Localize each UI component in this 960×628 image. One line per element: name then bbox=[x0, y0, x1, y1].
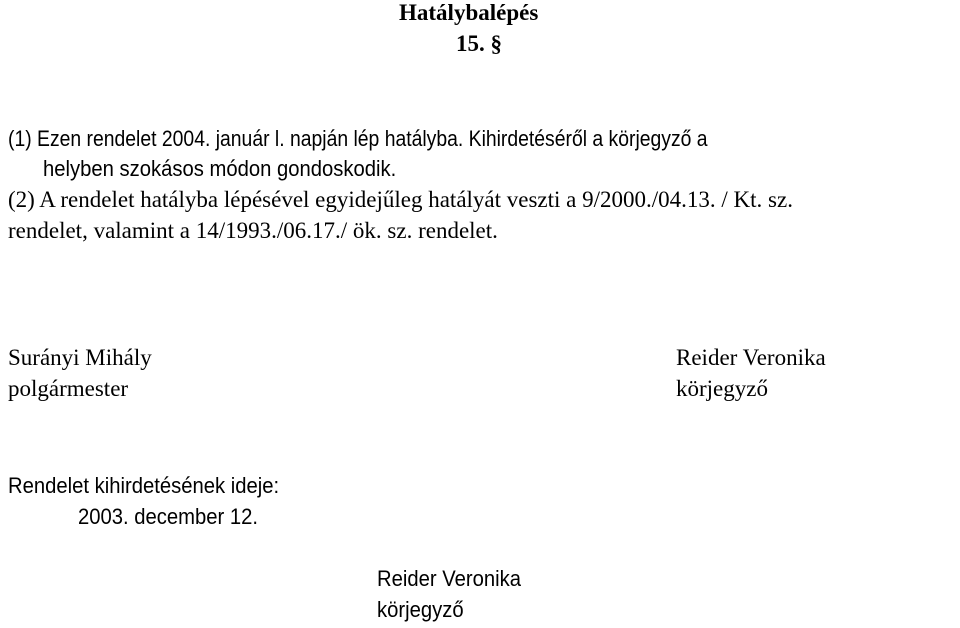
section-title: Hatálybalépés bbox=[399, 0, 539, 25]
signature-left-role: polgármester bbox=[8, 376, 129, 401]
paragraph-1-line-2: helyben szokásos módon gondoskodik. bbox=[43, 156, 397, 181]
signature-left-name: Surányi Mihály bbox=[8, 345, 152, 370]
paragraph-2-line-1: (2) A rendelet hatályba lépésével egyidejűleg hatályát veszti a 9/2000./04.13. / Kt. sz. bbox=[8, 187, 793, 212]
paragraph-1-line-1: (1) Ezen rendelet 2004. január l. napján lép hatályba. Kihirdetéséről a körjegyző a bbox=[8, 126, 708, 151]
section-number: 15. § bbox=[456, 31, 502, 56]
promulgation-label: Rendelet kihirdetésének ideje: bbox=[8, 473, 280, 498]
paragraph-2-line-2: rendelet, valamint a 14/1993./06.17./ ök. sz. rendelet. bbox=[8, 218, 498, 243]
final-signature-name: Reider Veronika bbox=[377, 566, 522, 591]
final-signature-role: körjegyző bbox=[377, 597, 464, 622]
signature-right-name: Reider Veronika bbox=[676, 345, 826, 370]
signature-right-role: körjegyző bbox=[676, 376, 768, 401]
promulgation-date: 2003. december 12. bbox=[78, 504, 259, 529]
